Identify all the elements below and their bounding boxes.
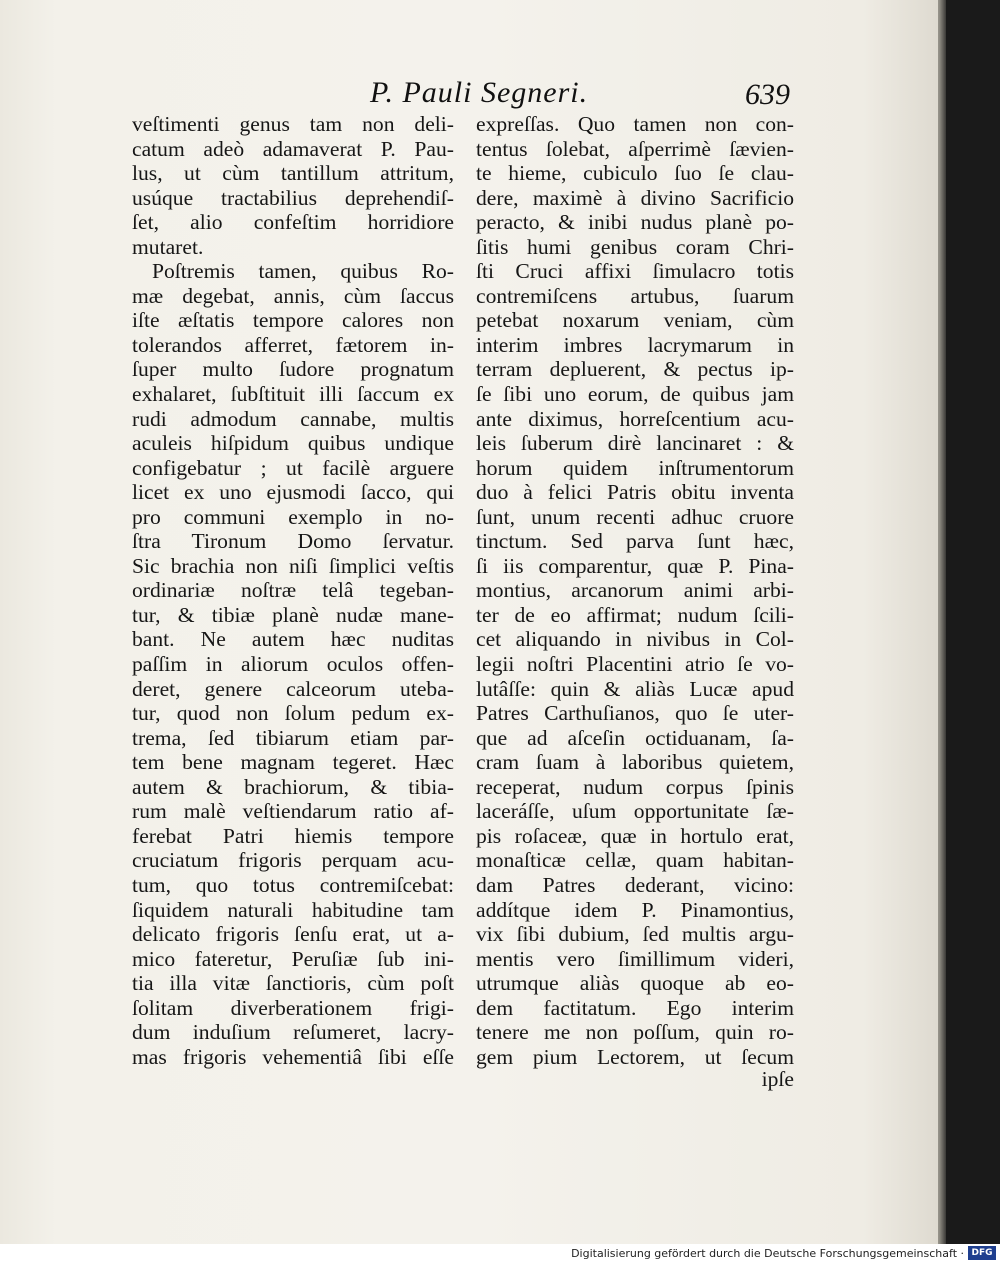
text-line: tum, quo totus contremiſcebat: <box>132 872 454 897</box>
text-line: duo à felici Patris obitu inventa <box>476 480 794 505</box>
text-line: ſti Cruci affixi ſimulacro totis <box>476 259 794 284</box>
text-line: lus, ut cùm tantillum attritum, <box>132 161 454 186</box>
text-line: catum adeò adamaverat P. Pau- <box>132 136 454 161</box>
text-line: te hieme, cubiculo ſuo ſe clau- <box>476 161 794 186</box>
text-line: tolerandos afferret, fætorem in- <box>132 332 454 357</box>
text-line: tem bene magnam tegeret. Hæc <box>132 750 454 775</box>
right-text-column <box>476 112 794 1069</box>
text-line: tentus ſolebat, aſperrimè ſævien- <box>476 136 794 161</box>
text-line: ſunt, unum recenti adhuc cruore <box>476 504 794 529</box>
text-line: mutaret. <box>132 234 204 259</box>
text-line: interim imbres lacrymarum in <box>476 332 794 357</box>
running-head <box>370 76 930 116</box>
text-line: bant. Ne autem hæc nuditas <box>132 627 454 652</box>
text-line: usúque tractabilius deprehendiſ- <box>132 185 454 210</box>
text-line: deret, genere calceorum uteba- <box>132 676 454 701</box>
text-line: ſolitam diverberationem frigi- <box>132 995 454 1020</box>
text-line: peracto, & inibi nudus planè po- <box>476 210 794 235</box>
text-line: ſe ſibi uno eorum, de quibus jam <box>476 382 794 407</box>
page-number: 639 <box>745 78 790 111</box>
text-line: receperat, nudum corpus ſpinis <box>476 774 794 799</box>
text-line: licet ex uno ejusmodi ſacco, qui <box>132 480 454 505</box>
text-line: pis roſaceæ, quæ in hortulo erat, <box>476 823 794 848</box>
text-line: rudi admodum cannabe, multis <box>132 406 454 431</box>
text-line: cruciatum frigoris perquam acu- <box>132 848 454 873</box>
text-line: cram ſuam à laboribus quietem, <box>476 750 794 775</box>
text-line: aculeis hiſpidum quibus undique <box>132 431 454 456</box>
text-line: tenere me non poſſum, quin ro- <box>476 1020 794 1045</box>
text-line: ter de eo affirmat; nudum ſcili- <box>476 602 794 627</box>
dfg-logo: DFG <box>968 1246 996 1260</box>
text-line: ante diximus, horreſcentium acu- <box>476 406 794 431</box>
left-text-column <box>132 112 454 1069</box>
text-line: veſtimenti genus tam non deli- <box>132 112 454 136</box>
text-line: delicato frigoris ſenſu erat, ut a- <box>132 922 454 947</box>
text-line: paſſim in aliorum oculos offen- <box>132 652 454 677</box>
text-line: iſte æſtatis tempore calores non <box>132 308 454 333</box>
text-line: petebat noxarum veniam, cùm <box>476 308 794 333</box>
text-line: tur, & tibiæ planè nudæ mane- <box>132 602 454 627</box>
text-line: tia illa vitæ ſanctioris, cùm poſt <box>132 971 454 996</box>
digitization-credit: Digitalisierung gefördert durch die Deutsche Forschungsgemeinschaft · <box>571 1247 964 1260</box>
text-line: trema, ſed tibiarum etiam par- <box>132 725 454 750</box>
text-line: laceráſſe, uſum opportunitate ſæ- <box>476 799 794 824</box>
text-line: autem & brachiorum, & tibia- <box>132 774 454 799</box>
text-line: mico fateretur, Peruſiæ ſub ini- <box>132 946 454 971</box>
text-line: dem factitatum. Ego interim <box>476 995 794 1020</box>
text-line: que ad aſceſin octiduanam, ſa- <box>476 725 794 750</box>
text-line: mæ degebat, annis, cùm ſaccus <box>132 283 454 308</box>
text-line: dere, maximè à divino Sacrificio <box>476 185 794 210</box>
text-line: ordinariæ noſtræ telâ tegeban- <box>132 578 454 603</box>
text-line: monaſticæ cellæ, quam habitan- <box>476 848 794 873</box>
text-line: pro communi exemplo in no- <box>132 504 454 529</box>
text-line: expreſſas. Quo tamen non con- <box>476 112 794 136</box>
text-line: contremiſcens artubus, ſuarum <box>476 283 794 308</box>
text-line: tur, quod non ſolum pedum ex- <box>132 701 454 726</box>
text-line: ſtra Tironum Domo ſervatur. <box>132 529 454 554</box>
text-line: tinctum. Sed parva ſunt hæc, <box>476 529 794 554</box>
text-line: horum quidem inſtrumentorum <box>476 455 794 480</box>
text-line: montius, arcanorum animi arbi- <box>476 578 794 603</box>
text-line: Patres Carthuſianos, quo ſe uter- <box>476 701 794 726</box>
text-line: ferebat Patri hiemis tempore <box>132 823 454 848</box>
text-line: lutâſſe: quin & aliàs Lucæ apud <box>476 676 794 701</box>
catchword: ipſe <box>761 1067 794 1091</box>
text-line: exhalaret, ſubſtituit illi ſaccum ex <box>132 382 454 407</box>
text-line: ſuper multo ſudore prognatum <box>132 357 454 382</box>
text-line: gem pium Lectorem, ut ſecum <box>476 1044 794 1069</box>
running-title: P. Pauli Segneri. <box>370 76 589 109</box>
text-line: cet aliquando in nivibus in Col- <box>476 627 794 652</box>
text-line: utrumque aliàs quoque ab eo- <box>476 971 794 996</box>
text-line: ſiquidem naturali habitudine tam <box>132 897 454 922</box>
text-line: ſitis humi genibus coram Chri- <box>476 234 794 259</box>
text-line: dum induſium reſumeret, lacry- <box>132 1020 454 1045</box>
text-line: Sic brachia non niſi ſimplici veſtis <box>132 553 454 578</box>
text-line: vix ſibi dubium, ſed multis argu- <box>476 922 794 947</box>
text-line: mas frigoris vehementiâ ſibi eſſe <box>132 1044 454 1069</box>
text-line: terram depluerent, & pectus ip- <box>476 357 794 382</box>
text-line: ſet, alio confeſtim horridiore <box>132 210 454 235</box>
text-line: mentis vero ſimillimum videri, <box>476 946 794 971</box>
text-line: addítque idem P. Pinamontius, <box>476 897 794 922</box>
text-line: configebatur ; ut facilè arguere <box>132 455 454 480</box>
text-line: legii noſtri Placentini atrio ſe vo- <box>476 652 794 677</box>
text-line: ſi iis comparentur, quæ P. Pina- <box>476 553 794 578</box>
text-line: leis ſuberum dirè lancinaret : & <box>476 431 794 456</box>
text-line: rum malè veſtiendarum ratio af- <box>132 799 454 824</box>
text-line: dam Patres dederant, vicino: <box>476 872 794 897</box>
text-line: Poſtremis tamen, quibus Ro- <box>152 259 454 284</box>
